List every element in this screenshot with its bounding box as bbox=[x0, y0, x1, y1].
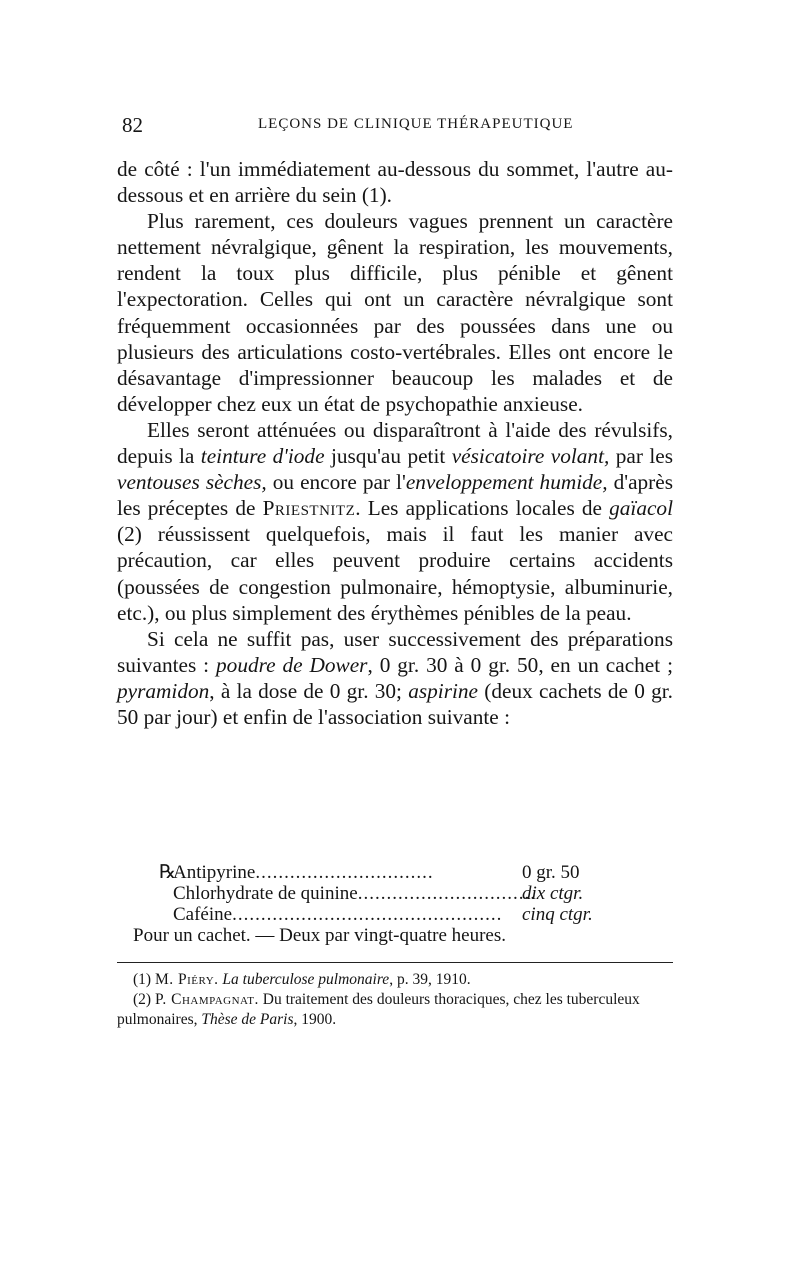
paragraph-2: Plus rarement, ces douleurs vagues prennent un caractère nettement névralgique, gênent la respiration, les mouvements, rendent la toux plus difficile, plus pénible et gênent l'expectoration. Celles qui ont un caractère névralgique sont fréquemment occasionnées par des poussées dans une ou plusieurs des articulations costo-vertébrales. Elles ont encore le désavantage d'impressionner beaucoup les malades et de développer chez eux un état de psychopathie anxieuse. bbox=[117, 209, 673, 416]
p4-text-c: , 0 gr. 30 à 0 gr. 50, en un cachet ; bbox=[367, 652, 673, 677]
footnote-2-rest: , 1900. bbox=[293, 1011, 337, 1028]
term-vesicatoire: vésicatoire volant, bbox=[451, 444, 610, 469]
footnote-2-title: Thèse de Paris bbox=[201, 1011, 294, 1028]
prescription-row bbox=[117, 904, 673, 925]
p4-text-a: Si cela ne suffit pas, user successivement des préparations suivantes : bbox=[117, 626, 673, 677]
p3-text-m: (2) réussissent quelquefois, mais il faut les manier avec précaution, car elles peuvent produire certains accidents (poussées de congestion pulmonaire, hémoptysie, albuminurie, etc.), ou plus simplement des érythèmes pénibles de la peau. bbox=[117, 522, 673, 625]
body-text bbox=[117, 156, 673, 730]
recipe-symbol: ℞ bbox=[159, 862, 177, 883]
term-pyramidon: pyramidon bbox=[117, 678, 210, 703]
footnote-1-rest: , p. 39, 1910. bbox=[389, 971, 471, 988]
prescription-note: Pour un cachet. — Deux par vingt-quatre heures. bbox=[133, 925, 507, 946]
term-ventouses: ventouses sèches, bbox=[117, 470, 267, 495]
ingredient-name: Chlorhydrate de quinine............................... bbox=[173, 883, 536, 904]
paragraph-4 bbox=[117, 626, 673, 730]
paragraph-1: de côté : l'un immédiatement au-dessous du sommet, l'autre au-dessous et en arrière du sein (1). bbox=[117, 157, 673, 208]
p3-text-e: par les bbox=[609, 444, 673, 469]
term-teinture-iode: teinture d'iode bbox=[200, 444, 325, 469]
footnote-2-author: P. Champagnat. bbox=[154, 991, 259, 1008]
page-number: 82 bbox=[122, 113, 143, 137]
author-priestnitz: Priestnitz bbox=[262, 496, 356, 521]
p3-text-c: jusqu'au petit bbox=[324, 444, 452, 469]
prescription bbox=[117, 862, 673, 946]
footnote-2-text: Du traitement des douleurs thoraciques, chez les tuberculeux pulmonaires, bbox=[117, 991, 640, 1028]
term-enveloppement: enveloppement humide, bbox=[405, 470, 608, 495]
footnote-1-number: (1) bbox=[133, 971, 152, 988]
p3-text-i: d'après les préceptes de bbox=[117, 470, 674, 521]
p3-text-k: . Les applications locales de bbox=[355, 496, 610, 521]
p4-text-g: (deux cachets de 0 gr. 50 par jour) et enfin de l'association suivante : bbox=[117, 678, 673, 729]
footnote-1-author: M. Piéry. bbox=[154, 971, 219, 988]
footnote-2-number: (2) bbox=[133, 991, 152, 1008]
ingredient-dose: cinq ctgr. bbox=[522, 904, 593, 925]
footnote-2 bbox=[117, 990, 673, 1030]
prescription-row bbox=[117, 862, 673, 883]
footnote-1-title: La tuberculose pulmonaire bbox=[222, 971, 390, 988]
p3-text-g: ou encore par l' bbox=[266, 470, 406, 495]
p4-text-e: , à la dose de 0 gr. 30; bbox=[209, 678, 409, 703]
term-gaiacol: gaïacol bbox=[609, 496, 673, 521]
prescription-row bbox=[117, 883, 673, 904]
footnotes bbox=[117, 970, 673, 1030]
paragraph-3 bbox=[117, 417, 673, 626]
footnote-divider bbox=[117, 962, 673, 963]
term-aspirine: aspirine bbox=[408, 678, 479, 703]
term-poudre-dower: poudre de Dower bbox=[216, 652, 368, 677]
ingredient-name: Caféine............................................... bbox=[173, 904, 503, 925]
running-title: LEÇONS DE CLINIQUE THÉRAPEUTIQUE bbox=[258, 116, 574, 132]
p3-text-a: Elles seront atténuées ou disparaîtront à l'aide des révulsifs, depuis la bbox=[117, 417, 673, 469]
ingredient-name: Antipyrine............................... bbox=[173, 862, 434, 883]
ingredient-dose: 0 gr. 50 bbox=[522, 862, 580, 883]
page-header bbox=[122, 113, 682, 141]
ingredient-dose: dix ctgr. bbox=[522, 883, 584, 904]
footnote-1 bbox=[117, 970, 673, 990]
